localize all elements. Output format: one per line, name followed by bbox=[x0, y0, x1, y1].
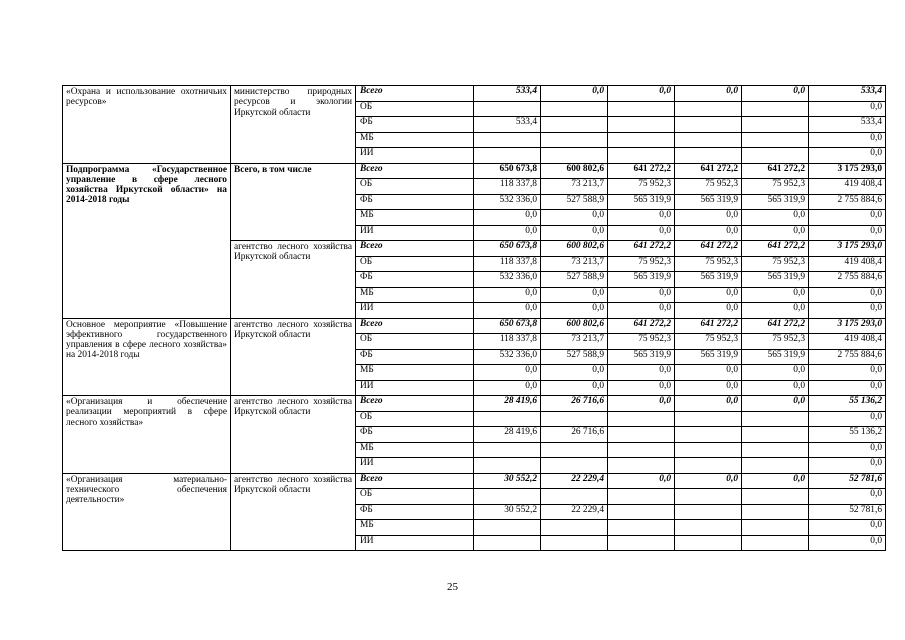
year-value-cell: 0,0 bbox=[675, 86, 742, 102]
year-value-cell bbox=[474, 520, 541, 536]
year-value-cell: 22 229,4 bbox=[541, 473, 608, 489]
year-value-cell bbox=[541, 148, 608, 164]
year-value-cell: 641 272,2 bbox=[608, 241, 675, 257]
year-value-cell: 0,0 bbox=[608, 365, 675, 381]
year-value-cell: 565 319,9 bbox=[675, 349, 742, 365]
year-value-cell: 600 802,6 bbox=[541, 318, 608, 334]
year-value-cell: 0,0 bbox=[608, 287, 675, 303]
year-value-cell: 75 952,3 bbox=[742, 179, 809, 195]
year-value-cell bbox=[541, 442, 608, 458]
year-value-cell: 0,0 bbox=[608, 473, 675, 489]
year-value-cell: 641 272,2 bbox=[742, 241, 809, 257]
total-value-cell: 419 408,4 bbox=[809, 334, 886, 350]
year-value-cell bbox=[675, 520, 742, 536]
year-value-cell: 0,0 bbox=[675, 396, 742, 412]
funding-source-cell: Всего bbox=[356, 86, 474, 102]
executor-name: агентство лесного хозяйства Иркутской области bbox=[234, 242, 352, 263]
year-value-cell: 0,0 bbox=[541, 303, 608, 319]
year-value-cell: 565 319,9 bbox=[675, 272, 742, 288]
year-value-cell bbox=[608, 489, 675, 505]
year-value-cell bbox=[541, 117, 608, 133]
program-name-cell bbox=[63, 396, 231, 474]
total-value-cell: 3 175 293,0 bbox=[809, 241, 886, 257]
year-value-cell: 28 419,6 bbox=[474, 396, 541, 412]
total-value-cell: 52 781,6 bbox=[809, 473, 886, 489]
total-value-cell: 0,0 bbox=[809, 303, 886, 319]
year-value-cell bbox=[608, 535, 675, 551]
year-value-cell: 0,0 bbox=[474, 380, 541, 396]
year-value-cell bbox=[742, 504, 809, 520]
year-value-cell: 30 552,2 bbox=[474, 504, 541, 520]
funding-source-cell: ФБ bbox=[356, 117, 474, 133]
funding-source-cell: ИИ bbox=[356, 380, 474, 396]
year-value-cell bbox=[675, 117, 742, 133]
year-value-cell bbox=[541, 520, 608, 536]
executor-name: агентство лесного хозяйства Иркутской области bbox=[234, 474, 352, 495]
year-value-cell bbox=[474, 101, 541, 117]
year-value-cell bbox=[742, 148, 809, 164]
year-value-cell: 75 952,3 bbox=[608, 179, 675, 195]
funding-source-cell: ОБ bbox=[356, 411, 474, 427]
year-value-cell: 0,0 bbox=[742, 303, 809, 319]
year-value-cell: 0,0 bbox=[541, 210, 608, 226]
year-value-cell bbox=[474, 458, 541, 474]
year-value-cell: 73 213,7 bbox=[541, 256, 608, 272]
program-name: Основное мероприятие «Повышение эффективного государственного управления в сфере лесного хозяйства» на 2014-2018 годы bbox=[66, 319, 227, 361]
year-value-cell: 75 952,3 bbox=[675, 334, 742, 350]
year-value-cell: 565 319,9 bbox=[675, 194, 742, 210]
funding-source-cell: МБ bbox=[356, 365, 474, 381]
year-value-cell bbox=[675, 132, 742, 148]
year-value-cell: 641 272,2 bbox=[608, 163, 675, 179]
year-value-cell: 0,0 bbox=[675, 473, 742, 489]
year-value-cell: 118 337,8 bbox=[474, 256, 541, 272]
year-value-cell: 533,4 bbox=[474, 117, 541, 133]
year-value-cell bbox=[742, 117, 809, 133]
program-name: «Организация материально-технического обеспечения деятельности» bbox=[66, 474, 227, 506]
year-value-cell bbox=[541, 101, 608, 117]
year-value-cell: 532 336,0 bbox=[474, 272, 541, 288]
year-value-cell bbox=[608, 148, 675, 164]
year-value-cell bbox=[675, 148, 742, 164]
total-value-cell: 0,0 bbox=[809, 132, 886, 148]
funding-source-cell: ФБ bbox=[356, 349, 474, 365]
year-value-cell: 532 336,0 bbox=[474, 194, 541, 210]
total-value-cell: 3 175 293,0 bbox=[809, 163, 886, 179]
year-value-cell: 118 337,8 bbox=[474, 179, 541, 195]
year-value-cell: 0,0 bbox=[742, 365, 809, 381]
total-value-cell: 533,4 bbox=[809, 117, 886, 133]
year-value-cell bbox=[541, 132, 608, 148]
funding-source-cell: ИИ bbox=[356, 458, 474, 474]
year-value-cell: 0,0 bbox=[541, 225, 608, 241]
year-value-cell: 0,0 bbox=[608, 380, 675, 396]
year-value-cell: 0,0 bbox=[608, 225, 675, 241]
total-value-cell: 0,0 bbox=[809, 380, 886, 396]
year-value-cell: 0,0 bbox=[608, 86, 675, 102]
funding-source-cell: Всего bbox=[356, 241, 474, 257]
year-value-cell: 0,0 bbox=[474, 365, 541, 381]
executor-cell bbox=[231, 396, 356, 474]
year-value-cell: 650 673,8 bbox=[474, 163, 541, 179]
total-value-cell: 2 755 884,6 bbox=[809, 194, 886, 210]
year-value-cell: 565 319,9 bbox=[742, 272, 809, 288]
year-value-cell bbox=[474, 411, 541, 427]
total-value-cell: 0,0 bbox=[809, 148, 886, 164]
year-value-cell: 527 588,9 bbox=[541, 349, 608, 365]
year-value-cell bbox=[675, 442, 742, 458]
total-value-cell: 419 408,4 bbox=[809, 179, 886, 195]
year-value-cell bbox=[541, 489, 608, 505]
executor-name: агентство лесного хозяйства Иркутской области bbox=[234, 397, 352, 418]
executor-cell bbox=[231, 473, 356, 551]
year-value-cell bbox=[608, 504, 675, 520]
year-value-cell: 73 213,7 bbox=[541, 179, 608, 195]
funding-source-cell: Всего bbox=[356, 318, 474, 334]
funding-source-cell: МБ bbox=[356, 442, 474, 458]
total-value-cell: 533,4 bbox=[809, 86, 886, 102]
funding-source-cell: ФБ bbox=[356, 194, 474, 210]
year-value-cell: 0,0 bbox=[541, 380, 608, 396]
total-value-cell: 2 755 884,6 bbox=[809, 349, 886, 365]
year-value-cell: 533,4 bbox=[474, 86, 541, 102]
total-value-cell: 0,0 bbox=[809, 458, 886, 474]
total-value-cell: 52 781,6 bbox=[809, 504, 886, 520]
year-value-cell bbox=[474, 535, 541, 551]
year-value-cell: 0,0 bbox=[541, 86, 608, 102]
total-value-cell: 419 408,4 bbox=[809, 256, 886, 272]
year-value-cell: 527 588,9 bbox=[541, 194, 608, 210]
year-value-cell bbox=[608, 117, 675, 133]
year-value-cell bbox=[742, 520, 809, 536]
funding-source-cell: Всего bbox=[356, 473, 474, 489]
year-value-cell: 565 319,9 bbox=[608, 349, 675, 365]
year-value-cell: 650 673,8 bbox=[474, 318, 541, 334]
table-row bbox=[63, 163, 886, 179]
year-value-cell: 75 952,3 bbox=[742, 256, 809, 272]
year-value-cell: 641 272,2 bbox=[675, 163, 742, 179]
year-value-cell: 532 336,0 bbox=[474, 349, 541, 365]
year-value-cell bbox=[608, 520, 675, 536]
total-value-cell: 55 136,2 bbox=[809, 396, 886, 412]
budget-table-body bbox=[63, 86, 886, 551]
year-value-cell bbox=[474, 442, 541, 458]
year-value-cell: 118 337,8 bbox=[474, 334, 541, 350]
program-name-cell bbox=[63, 163, 231, 318]
year-value-cell: 0,0 bbox=[608, 396, 675, 412]
total-value-cell: 0,0 bbox=[809, 365, 886, 381]
year-value-cell bbox=[608, 427, 675, 443]
total-value-cell: 0,0 bbox=[809, 225, 886, 241]
executor-cell bbox=[231, 86, 356, 164]
executor-cell bbox=[231, 241, 356, 319]
year-value-cell: 0,0 bbox=[474, 287, 541, 303]
year-value-cell: 0,0 bbox=[675, 365, 742, 381]
year-value-cell bbox=[675, 101, 742, 117]
total-value-cell: 0,0 bbox=[809, 489, 886, 505]
year-value-cell bbox=[608, 132, 675, 148]
year-value-cell bbox=[474, 489, 541, 505]
year-value-cell: 0,0 bbox=[742, 380, 809, 396]
funding-source-cell: ФБ bbox=[356, 504, 474, 520]
funding-source-cell: МБ bbox=[356, 520, 474, 536]
year-value-cell: 0,0 bbox=[675, 303, 742, 319]
year-value-cell: 75 952,3 bbox=[675, 179, 742, 195]
funding-source-cell: ИИ bbox=[356, 148, 474, 164]
program-name: «Охрана и использование охотничьих ресурсов» bbox=[66, 87, 227, 108]
executor-cell bbox=[231, 318, 356, 396]
year-value-cell bbox=[608, 411, 675, 427]
page-number: 25 bbox=[447, 581, 458, 593]
funding-source-cell: ОБ bbox=[356, 101, 474, 117]
year-value-cell bbox=[675, 535, 742, 551]
year-value-cell: 30 552,2 bbox=[474, 473, 541, 489]
year-value-cell: 75 952,3 bbox=[742, 334, 809, 350]
year-value-cell: 26 716,6 bbox=[541, 427, 608, 443]
year-value-cell bbox=[675, 458, 742, 474]
year-value-cell: 0,0 bbox=[675, 380, 742, 396]
table-row bbox=[63, 473, 886, 489]
year-value-cell: 565 319,9 bbox=[742, 349, 809, 365]
year-value-cell bbox=[541, 535, 608, 551]
program-name-cell bbox=[63, 86, 231, 164]
year-value-cell: 565 319,9 bbox=[608, 272, 675, 288]
year-value-cell: 641 272,2 bbox=[742, 318, 809, 334]
funding-source-cell: Всего bbox=[356, 163, 474, 179]
executor-name: министерство природных ресурсов и экологии Иркутской области bbox=[234, 87, 352, 118]
year-value-cell: 75 952,3 bbox=[608, 256, 675, 272]
funding-source-cell: ОБ bbox=[356, 489, 474, 505]
total-value-cell: 0,0 bbox=[809, 442, 886, 458]
year-value-cell bbox=[474, 148, 541, 164]
year-value-cell: 0,0 bbox=[742, 210, 809, 226]
total-value-cell: 0,0 bbox=[809, 411, 886, 427]
year-value-cell: 22 229,4 bbox=[541, 504, 608, 520]
year-value-cell bbox=[675, 411, 742, 427]
year-value-cell: 0,0 bbox=[742, 86, 809, 102]
budget-table-container bbox=[62, 85, 885, 551]
program-name-cell bbox=[63, 318, 231, 396]
year-value-cell: 0,0 bbox=[675, 287, 742, 303]
year-value-cell: 0,0 bbox=[742, 287, 809, 303]
year-value-cell bbox=[742, 442, 809, 458]
funding-source-cell: ОБ bbox=[356, 179, 474, 195]
table-row bbox=[63, 396, 886, 412]
funding-source-cell: МБ bbox=[356, 210, 474, 226]
total-value-cell: 0,0 bbox=[809, 520, 886, 536]
program-name-cell bbox=[63, 473, 231, 551]
year-value-cell: 0,0 bbox=[742, 396, 809, 412]
year-value-cell: 0,0 bbox=[675, 225, 742, 241]
funding-source-cell: ФБ bbox=[356, 427, 474, 443]
year-value-cell: 641 272,2 bbox=[608, 318, 675, 334]
year-value-cell: 565 319,9 bbox=[608, 194, 675, 210]
year-value-cell: 650 673,8 bbox=[474, 241, 541, 257]
year-value-cell: 0,0 bbox=[675, 210, 742, 226]
year-value-cell: 0,0 bbox=[541, 365, 608, 381]
total-value-cell: 55 136,2 bbox=[809, 427, 886, 443]
year-value-cell: 0,0 bbox=[474, 210, 541, 226]
total-value-cell: 0,0 bbox=[809, 101, 886, 117]
year-value-cell bbox=[675, 489, 742, 505]
total-value-cell: 0,0 bbox=[809, 287, 886, 303]
year-value-cell: 0,0 bbox=[474, 225, 541, 241]
year-value-cell bbox=[608, 101, 675, 117]
year-value-cell: 0,0 bbox=[541, 287, 608, 303]
year-value-cell: 0,0 bbox=[474, 303, 541, 319]
table-row bbox=[63, 318, 886, 334]
table-row bbox=[63, 86, 886, 102]
funding-source-cell: ИИ bbox=[356, 535, 474, 551]
year-value-cell: 0,0 bbox=[742, 473, 809, 489]
funding-source-cell: Всего bbox=[356, 396, 474, 412]
year-value-cell bbox=[742, 411, 809, 427]
total-value-cell: 3 175 293,0 bbox=[809, 318, 886, 334]
year-value-cell: 565 319,9 bbox=[742, 194, 809, 210]
funding-source-cell: ОБ bbox=[356, 256, 474, 272]
year-value-cell: 527 588,9 bbox=[541, 272, 608, 288]
executor-cell bbox=[231, 163, 356, 241]
funding-source-cell: МБ bbox=[356, 132, 474, 148]
year-value-cell bbox=[541, 458, 608, 474]
year-value-cell: 641 272,2 bbox=[675, 318, 742, 334]
year-value-cell: 641 272,2 bbox=[742, 163, 809, 179]
year-value-cell: 641 272,2 bbox=[675, 241, 742, 257]
year-value-cell: 75 952,3 bbox=[608, 334, 675, 350]
year-value-cell bbox=[742, 132, 809, 148]
funding-source-cell: ИИ bbox=[356, 303, 474, 319]
year-value-cell bbox=[608, 458, 675, 474]
year-value-cell bbox=[742, 489, 809, 505]
program-name: Подпрограмма «Государственное управление в сфере лесного хозяйства Иркутской области» на 2014-2018 годы bbox=[66, 164, 227, 206]
year-value-cell: 26 716,6 bbox=[541, 396, 608, 412]
year-value-cell: 73 213,7 bbox=[541, 334, 608, 350]
year-value-cell bbox=[541, 411, 608, 427]
funding-source-cell: ОБ bbox=[356, 334, 474, 350]
year-value-cell bbox=[742, 101, 809, 117]
year-value-cell: 0,0 bbox=[608, 303, 675, 319]
funding-source-cell: ФБ bbox=[356, 272, 474, 288]
total-value-cell: 2 755 884,6 bbox=[809, 272, 886, 288]
year-value-cell bbox=[742, 427, 809, 443]
total-value-cell: 0,0 bbox=[809, 535, 886, 551]
executor-name: агентство лесного хозяйства Иркутской области bbox=[234, 319, 352, 340]
year-value-cell: 0,0 bbox=[742, 225, 809, 241]
year-value-cell: 600 802,6 bbox=[541, 163, 608, 179]
budget-table bbox=[62, 85, 886, 551]
program-name: «Организация и обеспечение реализации мероприятий в сфере лесного хозяйства» bbox=[66, 397, 227, 428]
funding-source-cell: ИИ bbox=[356, 225, 474, 241]
year-value-cell: 28 419,6 bbox=[474, 427, 541, 443]
executor-name: Всего, в том числе bbox=[234, 164, 312, 175]
year-value-cell: 600 802,6 bbox=[541, 241, 608, 257]
year-value-cell bbox=[742, 458, 809, 474]
year-value-cell: 0,0 bbox=[608, 210, 675, 226]
year-value-cell bbox=[675, 504, 742, 520]
year-value-cell bbox=[474, 132, 541, 148]
year-value-cell bbox=[608, 442, 675, 458]
year-value-cell bbox=[742, 535, 809, 551]
year-value-cell: 75 952,3 bbox=[675, 256, 742, 272]
total-value-cell: 0,0 bbox=[809, 210, 886, 226]
funding-source-cell: МБ bbox=[356, 287, 474, 303]
year-value-cell bbox=[675, 427, 742, 443]
